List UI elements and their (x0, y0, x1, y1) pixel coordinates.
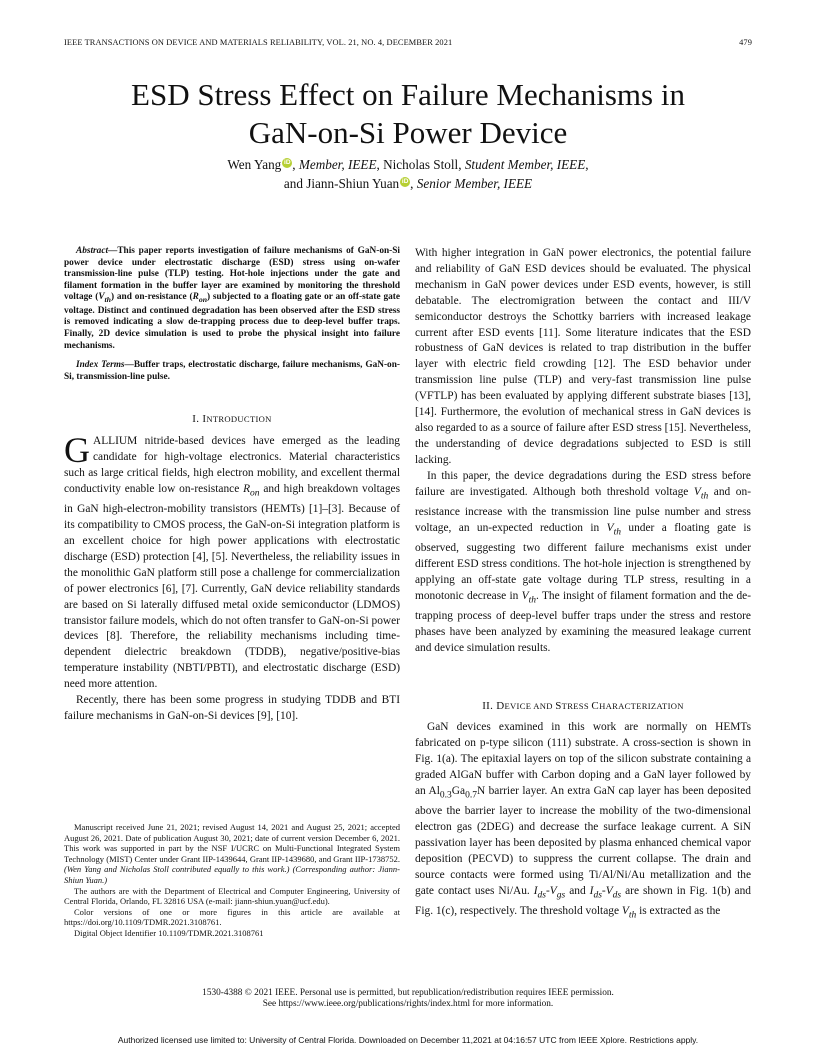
left-column (64, 246, 400, 725)
author-list (0, 156, 816, 193)
author-role: Student Member, IEEE (464, 157, 586, 172)
right-column (415, 246, 751, 924)
index-terms-label: Index Terms (76, 360, 125, 371)
footnote-color-versions: Color versions of one or more figures in this article are available at https://doi.org/10.1109/TDMR.2021.3108761. (64, 906, 400, 928)
drop-cap: G (64, 430, 90, 471)
section-heading-introduction: I. INTRODUCTION (192, 413, 272, 426)
author-name: Nicholas Stoll (383, 157, 459, 172)
abstract-label: Abstract (76, 246, 109, 256)
footnote-doi: Digital Object Identifier 10.1109/TDMR.2021.3108761 (74, 927, 264, 938)
copyright-notice (0, 988, 816, 1011)
copyright-line-2: See https://www.ieee.org/publications/rights/index.html for more information. (262, 999, 554, 1010)
author-line-2: and Jiann-Shiun Yuan iD , Senior Member, IEEE (283, 175, 533, 191)
license-banner: Authorized licensed use limited to: University of Central Florida. Downloaded on December 11,2021 at 04:16:57 UTC from IEEE Xplore. Restrictions apply. (117, 1035, 699, 1045)
title-line-1: ESD Stress Effect on Failure Mechanisms in (131, 77, 685, 112)
author-name: Wen Yang (227, 157, 282, 172)
intro-paragraph-2: Recently, there has been some progress in studying TDDB and BTI failure mechanisms in GaN-on-Si devices [9], [10]. (64, 694, 400, 722)
author-line-1: Wen Yang iD , Member, IEEE, Nicholas Stoll, Student Member, IEEE, (227, 157, 589, 172)
first-page-footnote (64, 822, 400, 939)
orcid-icon[interactable]: iD (401, 177, 409, 185)
footnote-affiliation: The authors are with the Department of Electrical and Computer Engineering, University of Central Florida, Orlando, FL 32816 USA (e-mail: jiann-shiun.yuan@ucf.edu). (64, 885, 400, 907)
copyright-line-1: 1530-4388 © 2021 IEEE. Personal use is permitted, but republication/redistribution requires IEEE permission. (202, 988, 614, 998)
abstract: Abstract—This paper reports investigation of failure mechanisms of GaN-on-Si power device under electrostatic discharge (ESD) stress using on-wafer transmission-line pulse (TLP) testing. Hot-hole injections under the gate and filament formation in the buffer layer are examined by monitoring the threshold voltage $(V_{th})$ and on-resistance $(R_{on})$ subjected to a floating gate or an off-state gate voltage. Distinct and continued degradation has been observed after the ESD stress is removed indicating a slow de-trapping process due to deep-level buffer traps. Finally, 2D device simulation is used to probe the physical insight into failure mechanisms. (64, 246, 400, 351)
author-role: Senior Member, IEEE (416, 175, 533, 191)
author-role: Member, IEEE (298, 157, 377, 172)
page-number: 479 (739, 38, 752, 47)
intro-paragraph-1: GALLIUM nitride-based devices have emerged as the leading candidate for high-voltage electronics. Material characteristics such as large critical fields, high electron mobility, and excellent thermal conductivity enable low on-resistance $R_{on}$ and high breakdown voltages in GaN high-electron-mobility transistors (HEMTs) [1]–[3]. Because of its compatibility to CMOS process, the GaN-on-Si integration platform is an excellent choice for high power applications with electrostatic discharge (ESD) protection [4], [5]. Nevertheless, the reliability issues in the monolithic GaN platform still pose a challenge for commercialization of power electronics [6], [7]. Currently, GaN device reliability standards are based on Si laterally diffused metal oxide semiconductor (LDMOS) transistor failure models, which do not often transfer to GaN-on-Si power devices [8]. Therefore, the reliability mechanisms including time-dependent dielectric breakdown (TDDB), negative/positive-bias temperature instability (NBTI/PBTI), and electrostatic discharge (ESD) need more attention. (64, 430, 401, 691)
section2-paragraph-1: GaN devices examined in this work are normally on HEMTs fabricated on p-type silicon (111) substrate. A cross-section is shown in Fig. 1(a). The epitaxial layers on top of the silicon substrate containing a graded AlGaN buffer with Carbon doping and a GaN layer followed by an $Al_{0.3}Ga_{0.7}N$ barrier layer. An extra GaN cap layer has been deposited above the barrier layer to increase the mobility of the two-dimensional electron gas (2DEG) and decrease the surface leakage current. A SiN passivation layer has been deposited by plasma enhanced chemical vapor deposition (PECVD) to suppress the current collapse. The drain and source contacts were formed using Ti/Al/Ni/Au metallization and the gate contact uses Ni/Au. $I_{ds}-V_{gs}$ and $I_{ds}-V_{ds}$ are shown in Fig. 1(b) and Fig. 1(c), respectively. The threshold voltage $V_{th}$ is extracted as the (415, 721, 751, 921)
index-terms: Index Terms—Buffer traps, electrostatic discharge, failure mechanisms, GaN-on-Si, transmission-line pulse. (64, 360, 400, 382)
author-name: and Jiann-Shiun Yuan (283, 175, 400, 191)
section-heading-device-characterization: II. DEVICE AND STRESS CHARACTERIZATION (482, 699, 684, 712)
running-header-journal: IEEE TRANSACTIONS ON DEVICE AND MATERIALS RELIABILITY, VOL. 21, NO. 4, DECEMBER 2021 (64, 38, 453, 47)
intro-paragraph-3: With higher integration in GaN power electronics, the potential failure and reliability of GaN ESD devices should be evaluated. The physical mechanism in GaN power devices under ESD events, however, is still debatable. The electromigration between the contact and III/V semiconductor destroys the Schottky barriers with increased leakage current after ESD events [11]. Some literature indicates that the ESD robustness of GaN devices is related to trap distribution in the buffer layer with electric field crowding [12]. The ESD behavior under transmission line pulse (TLP) and very-fast transmission line pulse (VFTLP) has been evaluated by applying different substrate biases [13], [14]. Furthermore, the evolution of mechanical stress in GaN devices is also regarded to as a source of failure after ESD stress [15]. Nevertheless, the understanding of device degradations subjected to ESD is still lacking. (415, 247, 751, 466)
title-line-2: GaN-on-Si Power Device (248, 115, 568, 150)
paper-title (0, 76, 816, 152)
intro-paragraph-4: In this paper, the device degradations during the ESD stress before failure are investigated. Although both threshold voltage $V_{th}$ and on-resistance increase with the transmission line pulse number and stress voltage, an un-expected reduction in $V_{th}$ under a floating gate is observed, suggesting two different failure mechanisms exist under different ESD stress conditions. The hot-hole injection is strengthened by applying an off-state gate voltage during TLP stress, resulting in a monotonic decrease in $V_{th}$. The insight of filament formation and the de-trapping process of deep-level buffer traps under the stress and restore phases have been analyzed by examining the measured leakage current and device simulation results. (415, 469, 751, 654)
orcid-icon[interactable]: iD (284, 159, 291, 166)
footnote-manuscript: Manuscript received June 21, 2021; revised August 14, 2021 and August 25, 2021; accepted August 26, 2021. Date of publication August 30, 2021; date of current version December 6, 2021. This work was supported in part by the NSF I/UCRC on Multi-Functional Integrated System Technology (MIST) Center under Grant IIP-1439644, Grant IIP-1439680, and Grant IIP-1738752. (Wen Yang and Nicholas Stoll contributed equally to this work.) (Corresponding author: Jiann-Shiun Yuan.) (64, 822, 400, 885)
